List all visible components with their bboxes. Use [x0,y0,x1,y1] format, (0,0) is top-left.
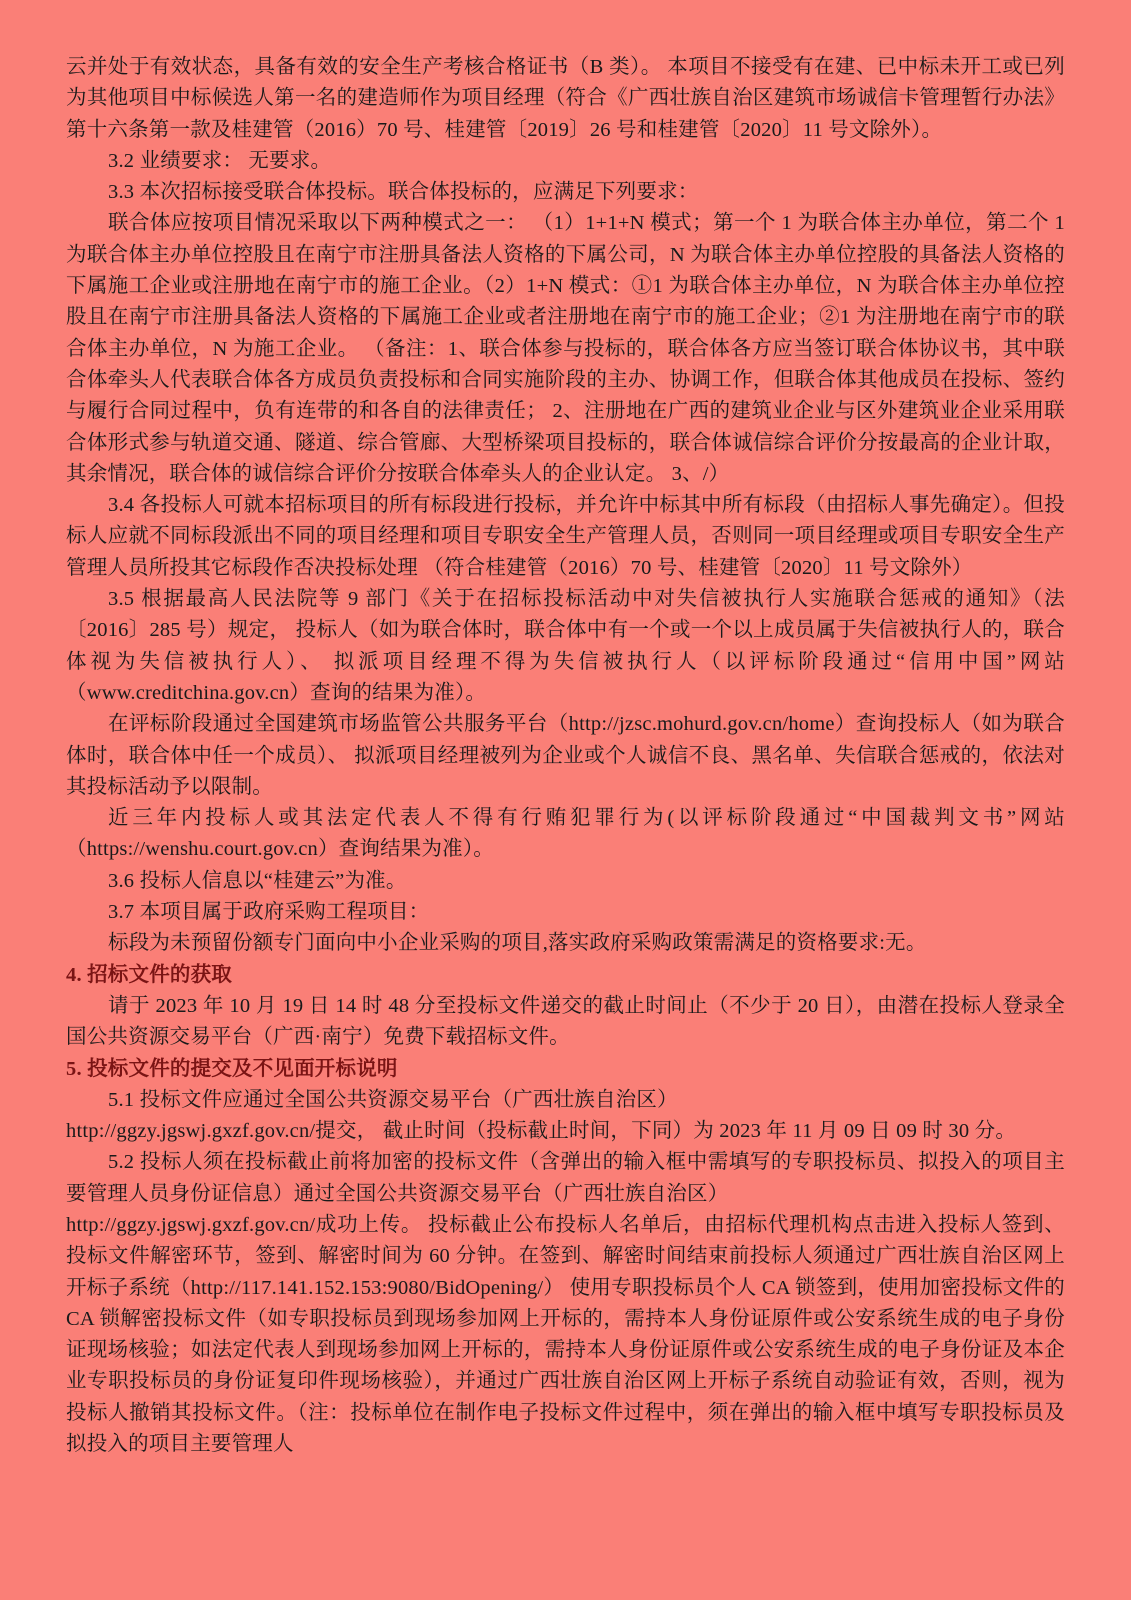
paragraph-5-1: 5.1 投标文件应通过全国公共资源交易平台（广西壮族自治区） [108,1088,678,1111]
heading-section-4: 4. 招标文件的获取 [66,963,232,986]
paragraph-government-procurement: 标段为未预留份额专门面向中小企业采购的项目,落实政府采购政策需满足的资格要求:无。 [108,932,927,955]
paragraph-wenshu-query: 近三年内投标人或其法定代表人不得有行贿犯罪行为(以评标阶段通过“中国裁判文书”网站（https://wenshu.court.gov.cn）查询结果为准）。 [66,807,1065,861]
paragraph-3-2: 3.2 业绩要求： 无要求。 [108,149,332,172]
heading-section-5: 5. 投标文件的提交及不见面开标说明 [66,1057,398,1080]
paragraph-consortium-modes: 联合体应按项目情况采取以下两种模式之一： （1）1+1+N 模式；第一个 1 为联合体主办单位，第二个 1 为联合体主办单位控股且在南宁市注册具备法人资格的下属公司，N 为联合体主办单位控股的具备法人资格的下属施工企业或注册地在南宁市的施工企业。（2）1+N 模式：①1 为联合体主办单位，N 为联合体主办单位控股且在南宁市注册具备法人资格的下属施工企业或者注册地在南宁市的施工企业；②1 为注册地在南宁市的联合体主办单位，N 为施工企业。 （备注：1、联合体参与投标的，联合体各方应当签订联合体协议书，其中联合体牵头人代表联合体各方成员负责投标和合同实施阶段的主办、协调工作，但联合体其他成员在投标、签约与履行合同过程中，负有连带的和各自的法律责任； 2、注册地在广西的建筑业企业与区外建筑业企业采用联合体形式参与轨道交通、隧道、综合管廊、大型桥梁项目投标的，联合体诚信综合评价分按最高的企业计取，其余情况，联合体的诚信综合评价分按联合体牵头人的企业认定。 3、/） [66,212,1065,485]
paragraph-4-body: 请于 2023 年 10 月 19 日 14 时 48 分至投标文件递交的截止时间止（不少于 20 日），由潜在投标人登录全国公共资源交易平台（广西·南宁）免费下载招标文件。 [66,994,1065,1049]
paragraph-5-2: 5.2 投标人须在投标截止前将加密的投标文件（含弹出的输入框中需填写的专职投标员、拟投入的项目主要管理人员身份证信息）通过全国公共资源交易平台（广西壮族自治区） [66,1151,1065,1205]
paragraph-3-7: 3.7 本项目属于政府采购工程项目： [108,901,430,924]
paragraph-3-5: 3.5 根据最高人民法院等 9 部门《关于在招标投标活动中对失信被执行人实施联合惩戒的通知》（法〔2016〕285 号）规定， 投标人（如为联合体时，联合体中有一个或一个以上成员属于失信被执行人的，联合体视为失信被执行人）、 拟派项目经理不得为失信被执行人（以评标阶段通过“信用中国”网站（www.creditchina.gov.cn）查询的结果为准）。 [66,588,1065,704]
paragraph-3-3: 3.3 本次招标接受联合体投标。联合体投标的，应满足下列要求： [108,181,699,204]
paragraph-jzsc-query: 在评标阶段通过全国建筑市场监管公共服务平台（http://jzsc.mohurd.gov.cn/home）查询投标人（如为联合体时，联合体中任一个成员）、 拟派项目经理被列为企业或个人诚信不良、黑名单、失信联合惩戒的，依法对其投标活动予以限制。 [66,713,1065,798]
paragraph-5-1-url: http://ggzy.jgswj.gxzf.gov.cn/提交， 截止时间（投标截止时间，下同）为 2023 年 11 月 09 日 09 时 30 分。 [66,1120,1017,1143]
paragraph-5-2-url: http://ggzy.jgswj.gxzf.gov.cn/成功上传。 投标截止公布投标人名单后，由招标代理机构点击进入投标人签到、投标文件解密环节，签到、解密时间为 60 分钟。在签到、解密时间结束前投标人须通过广西壮族自治区网上开标子系统（http://117.141.152.153:9080/BidOpening/） 使用专职投标员个人 CA 锁签到，使用加密投标文件的 CA 锁解密投标文件（如专职投标员到现场参加网上开标的，需持本人身份证原件或公安系统生成的电子身份证现场核验；如法定代表人到现场参加网上开标的，需持本人身份证原件或公安系统生成的电子身份证及本企业专职投标员的身份证复印件现场核验），并通过广西壮族自治区网上开标子系统自动验证有效，否则，视为投标人撤销其投标文件。（注：投标单位在制作电子投标文件过程中，须在弹出的输入框中填写专职投标员及拟投入的项目主要管理人 [66,1213,1065,1456]
paragraph-continuation: 云并处于有效状态，具备有效的安全生产考核合格证书（B 类）。 本项目不接受有在建、已中标未开工或已列为其他项目中标候选人第一名的建造师作为项目经理（符合《广西壮族自治区建筑市场诚信卡管理暂行办法》第十六条第一款及桂建管（2016）70 号、桂建管〔2019〕26 号和桂建管〔2020〕11 号文除外）。 [66,56,1065,141]
paragraph-3-6: 3.6 投标人信息以“桂建云”为准。 [108,869,407,892]
paragraph-3-4: 3.4 各投标人可就本招标项目的所有标段进行投标，并允许中标其中所有标段（由招标人事先确定）。但投标人应就不同标段派出不同的项目经理和项目专职安全生产管理人员，否则同一项目经理或项目专职安全生产管理人员所投其它标段作否决投标处理 （符合桂建管（2016）70 号、桂建管〔2020〕11 号文除外） [66,494,1065,579]
